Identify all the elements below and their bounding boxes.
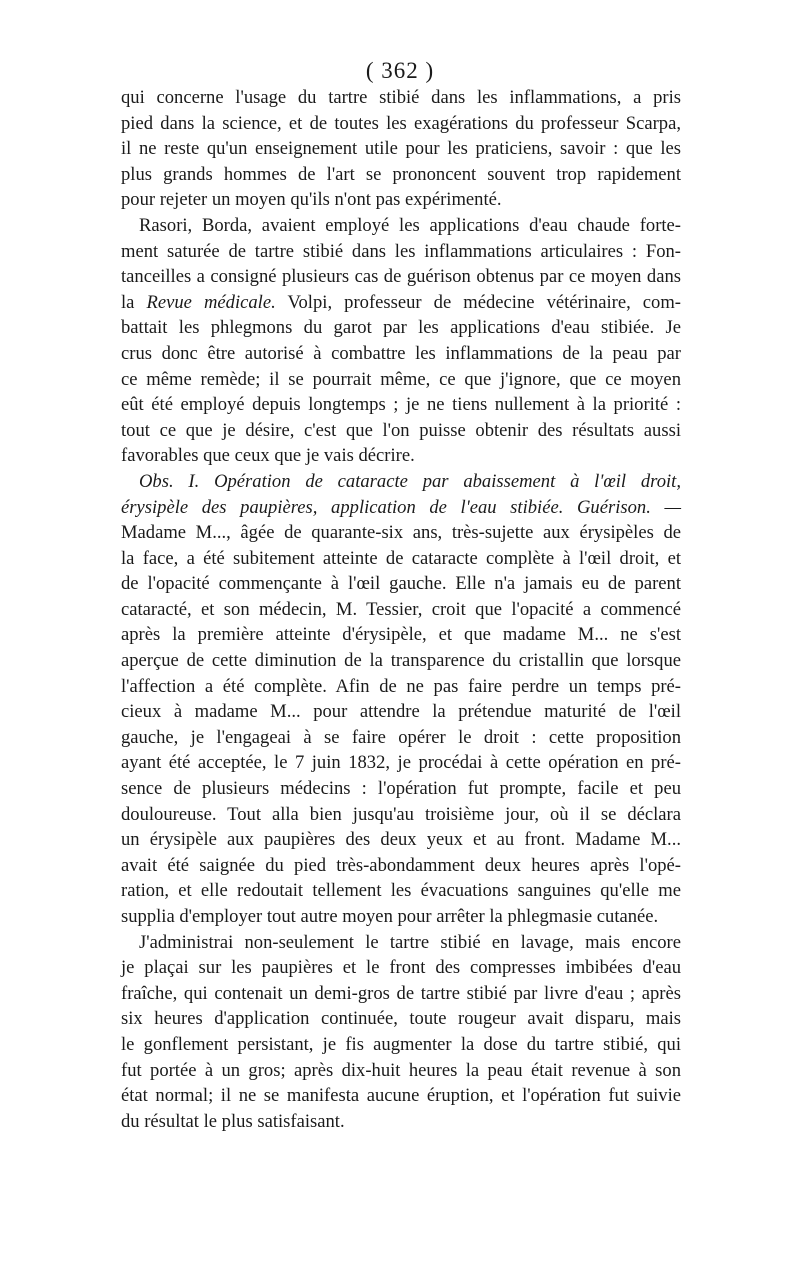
- text-line: battait les phlegmons du garot par les applications d'eau stibiée. Je: [121, 317, 681, 339]
- journal-title: Revue médicale.: [146, 291, 276, 313]
- text-line: cieux à madame M... pour attendre la prétendue maturité de l'œil: [121, 701, 681, 723]
- text-line: du résultat le plus satisfaisant.: [121, 1110, 345, 1132]
- text-line: un érysipèle aux paupières des deux yeux et au front. Madame M...: [121, 829, 681, 851]
- text-line: J'administrai non-seulement le tartre stibié en lavage, mais encore: [139, 931, 681, 953]
- text-line: qui concerne l'usage du tartre stibié dans les inflammations, a pris: [121, 87, 681, 108]
- observation-heading-line: érysipèle des paupières, application de l'eau stibiée. Guérison. —: [121, 496, 681, 518]
- text-line: je plaçai sur les paupières et le front des compresses imbibées d'eau: [121, 957, 681, 979]
- text-line: fraîche, qui contenait un demi-gros de tartre stibié par livre d'eau ; après: [121, 982, 681, 1004]
- text-line: il ne reste qu'un enseignement utile pour les praticiens, savoir : que les: [121, 138, 681, 160]
- text-line: tout ce que je désire, c'est que l'on puisse obtenir des résultats aussi: [121, 419, 681, 441]
- text-span: la: [121, 291, 147, 313]
- text-line: gauche, je l'engageai à se faire opérer le droit : cette proposition: [121, 726, 681, 748]
- text-line: crus donc être autorisé à combattre les inflammations de la peau par: [121, 342, 681, 364]
- text-line: ayant été acceptée, le 7 juin 1832, je procédai à cette opération en pré-: [121, 752, 681, 774]
- text-line: douloureuse. Tout alla bien jusqu'au troisième jour, où il se déclara: [121, 803, 681, 825]
- text-line: aperçue de cette diminution de la transparence du cristallin que lorsque: [121, 650, 681, 672]
- text-line: avait été saignée du pied très-abondamment deux heures après l'opé-: [121, 854, 681, 876]
- text-line: cataracté, et son médecin, M. Tessier, croit que l'opacité a commencé: [121, 598, 681, 620]
- text-line: état normal; il ne se manifesta aucune éruption, et l'opération fut suivie: [121, 1085, 681, 1107]
- text-line: Madame M..., âgée de quarante-six ans, très-sujette aux érysipèles de: [121, 522, 681, 544]
- text-line: sence de plusieurs médecins : l'opération fut prompte, facile et peu: [121, 778, 681, 800]
- text-line: le gonflement persistant, je fis augmenter la dose du tartre stibié, qui: [121, 1033, 681, 1055]
- text-line: plus grands hommes de l'art se prononcent souvent trop rapidement: [121, 163, 681, 185]
- text-line: la face, a été subitement atteinte de cataracte complète à l'œil droit, et: [121, 547, 681, 569]
- text-line: ce même remède; il se pourrait même, ce que j'ignore, que ce moyen: [121, 368, 681, 390]
- paragraph-4: [121, 930, 681, 1135]
- text-line: eût été employé depuis longtemps ; je ne tiens nullement à la priorité :: [121, 394, 681, 416]
- text-line: [121, 290, 681, 316]
- page-number: ( 362 ): [365, 58, 435, 83]
- text-line: ration, et elle redoutait tellement les évacuations sanguines qu'elle me: [121, 880, 681, 902]
- observation-paragraph: [121, 469, 681, 930]
- page-body: [121, 85, 681, 1134]
- text-line: pied dans la science, et de toutes les exagérations du professeur Scarpa,: [121, 112, 681, 134]
- text-line: six heures d'application continuée, toute rougeur avait disparu, mais: [121, 1008, 681, 1030]
- text-line: fut portée à un gros; après dix-huit heures la peau était revenue à son: [121, 1059, 681, 1081]
- paragraph-2: [121, 213, 681, 469]
- text-line: de l'opacité commençante à l'œil gauche. Elle n'a jamais eu de parent: [121, 573, 681, 595]
- paragraph-1: [121, 85, 681, 213]
- text-line: pour rejeter un moyen qu'ils n'ont pas expérimenté.: [121, 189, 502, 211]
- text-line: tanceilles a consigné plusieurs cas de guérison obtenus par ce moyen dans: [121, 266, 681, 288]
- text-line: Rasori, Borda, avaient employé les applications d'eau chaude forte-: [139, 214, 681, 236]
- text-line: l'affection a été complète. Afin de ne pas faire perdre un temps pré-: [121, 675, 681, 697]
- text-line: ment saturée de tartre stibié dans les inflammations articulaires : Fon-: [121, 240, 681, 262]
- text-line: supplia d'employer tout autre moyen pour arrêter la phlegmasie cutanée.: [121, 906, 659, 927]
- observation-heading-line: Obs. I. Opération de cataracte par abaissement à l'œil droit,: [139, 470, 681, 492]
- text-span: Volpi, professeur de médecine vétérinaire, com-: [275, 291, 681, 313]
- text-line: après la première atteinte d'érysipèle, et que madame M... ne s'est: [121, 624, 681, 646]
- text-line: favorables que ceux que je vais décrire.: [121, 445, 415, 467]
